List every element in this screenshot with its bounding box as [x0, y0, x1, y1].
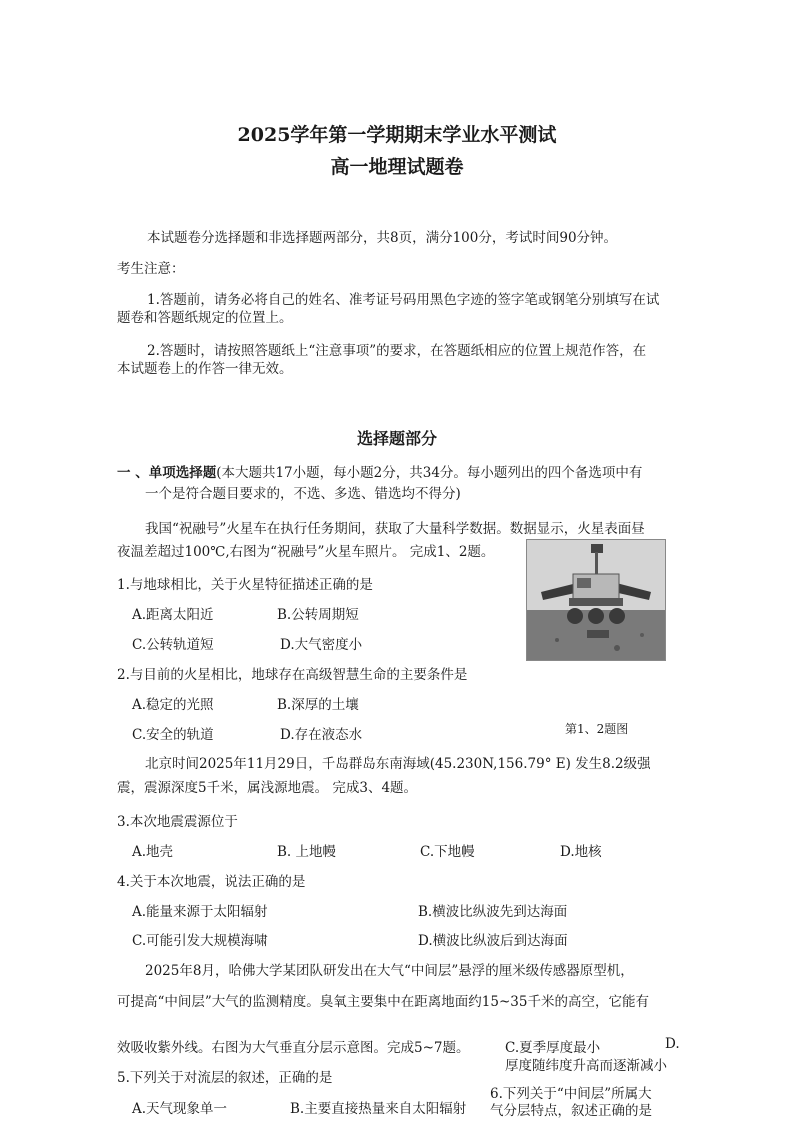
figure-caption: 第1、2题图: [565, 722, 629, 736]
exam-subtitle: 高一地理试题卷: [330, 156, 464, 178]
passage-3-line-3: 效吸收紫外线。右图为大气垂直分层示意图。完成5~7题。: [117, 1040, 470, 1056]
question-3-option-c[interactable]: C.下地幔: [420, 844, 475, 860]
question-6-stem-line-2: 气分层特点，叙述正确的是: [490, 1103, 652, 1119]
question-5-option-a[interactable]: A.天气现象单一: [132, 1101, 228, 1117]
rover-illustration-icon: [527, 540, 665, 660]
notice-item-1-line-2: 题卷和答题纸规定的位置上。: [117, 310, 293, 326]
question-2-stem: 2.与目前的火星相比，地球存在高级智慧生命的主要条件是: [117, 667, 468, 683]
passage-3-line-1: 2025年8月，哈佛大学某团队研发出在大气“中间层”悬浮的厘米级传感器原型机，: [145, 963, 634, 979]
question-4-option-b[interactable]: B.横波比纵波先到达海面: [418, 904, 568, 920]
side-option-d-label[interactable]: D.: [665, 1036, 680, 1052]
side-option-c[interactable]: C.夏季厚度最小: [505, 1040, 601, 1056]
intro-text: 本试题卷分选择题和非选择题两部分，共8页，满分100分，考试时间90分钟。: [147, 230, 618, 246]
section-title: 选择题部分: [356, 429, 437, 448]
question-2-option-d[interactable]: D.存在液态水: [280, 727, 363, 743]
passage-1-line-2: 夜温差超过100℃,右图为“祝融号”火星车照片。 完成1、2题。: [117, 544, 495, 560]
side-option-d-text: 厚度随纬度升高而逐渐减小: [505, 1058, 667, 1074]
passage-2-line-1: 北京时间2025年11月29日，千岛群岛东南海域(45.230N,156.79° E) 发生8.2级强: [145, 756, 651, 772]
question-3-option-d[interactable]: D.地核: [560, 844, 602, 860]
question-1-stem: 1.与地球相比，关于火星特征描述正确的是: [117, 577, 373, 593]
question-1-option-d[interactable]: D.大气密度小: [280, 637, 363, 653]
passage-1-line-1: 我国“祝融号”火星车在执行任务期间，获取了大量科学数据。数据显示，火星表面昼: [145, 521, 645, 537]
question-2-option-a[interactable]: A.稳定的光照: [132, 697, 214, 713]
question-4-option-d[interactable]: D.横波比纵波后到达海面: [418, 933, 568, 949]
part-description: (本大题共17小题，每小题2分，共34分。每小题列出的四个备选项中有: [216, 465, 643, 481]
notice-heading: 考生注意：: [117, 261, 185, 277]
question-2-option-b[interactable]: B.深厚的土壤: [277, 697, 359, 713]
question-3-option-b[interactable]: B. 上地幔: [277, 844, 337, 860]
part-label: 一 、单项选择题: [117, 465, 217, 481]
question-4-stem: 4.关于本次地震，说法正确的是: [117, 874, 306, 890]
mars-rover-photo: [526, 539, 666, 661]
question-6-stem-line-1: 6.下列关于“中间层”所属大: [490, 1086, 652, 1102]
question-2-option-c[interactable]: C.安全的轨道: [132, 727, 214, 743]
passage-2-line-2: 震，震源深度5千米，属浅源地震。 完成3、4题。: [117, 780, 418, 796]
exam-title: 2025学年第一学期期末学业水平测试: [237, 124, 557, 146]
question-1-option-a[interactable]: A.距离太阳近: [132, 607, 214, 623]
question-1-option-c[interactable]: C.公转轨道短: [132, 637, 214, 653]
notice-item-2-line-1: 2.答题时，请按照答题纸上“注意事项”的要求，在答题纸相应的位置上规范作答，在: [147, 343, 647, 359]
question-4-option-a[interactable]: A.能量来源于太阳辐射: [132, 904, 268, 920]
question-3-stem: 3.本次地震震源位于: [117, 814, 238, 830]
question-1-option-b[interactable]: B.公转周期短: [277, 607, 359, 623]
question-3-option-a[interactable]: A.地壳: [132, 844, 174, 860]
question-4-option-c[interactable]: C.可能引发大规模海啸: [132, 933, 268, 949]
question-5-stem: 5.下列关于对流层的叙述，正确的是: [117, 1070, 333, 1086]
question-5-option-b[interactable]: B.主要直接热量来自太阳辐射: [290, 1101, 467, 1117]
passage-3-line-2: 可提高“中间层”大气的监测精度。臭氧主要集中在距离地面约15~35千米的高空，它能有: [117, 994, 649, 1010]
part-description-line-2: 一个是符合题目要求的，不选、多选、错选均不得分): [145, 486, 461, 502]
part-heading: [117, 461, 642, 481]
notice-item-2-line-2: 本试题卷上的作答一律无效。: [117, 361, 293, 377]
notice-item-1-line-1: 1.答题前，请务必将自己的姓名、准考证号码用黑色字迹的签字笔或钢笔分别填写在试: [147, 292, 660, 308]
